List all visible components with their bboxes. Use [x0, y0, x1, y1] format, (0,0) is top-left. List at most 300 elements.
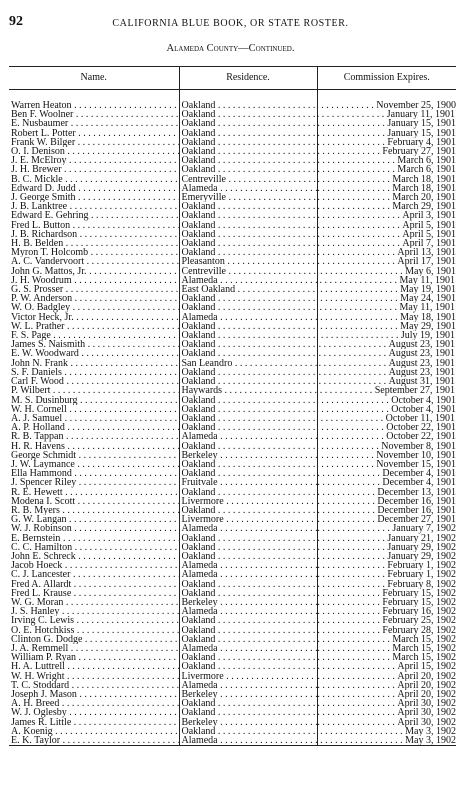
cell-commission-expires	[317, 294, 456, 303]
commission-date: February 27, 1901	[382, 147, 456, 157]
cell-residence: Livermore . . .	[179, 515, 317, 524]
cell-commission-expires	[317, 119, 456, 128]
cell-residence: Oakland . . .	[179, 708, 317, 717]
table-row	[9, 589, 456, 598]
cell-commission-expires	[317, 653, 456, 662]
table-row	[9, 221, 456, 230]
commission-date: November 10, 1901	[376, 450, 456, 460]
cell-commission-expires	[317, 175, 456, 184]
cell-commission-expires	[317, 221, 456, 230]
table-row	[9, 561, 456, 570]
commission-date: February 1, 1902	[387, 570, 456, 580]
cell-residence: Livermore . . .	[179, 672, 317, 681]
cell-commission-expires	[317, 147, 456, 156]
commission-date: May 19, 1901	[400, 285, 456, 295]
cell-commission-expires	[317, 138, 456, 147]
table-row	[9, 635, 456, 644]
cell-name: A. J. Samuel . . .	[9, 414, 179, 423]
cell-commission-expires	[317, 598, 456, 607]
cell-residence: Oakland . . .	[179, 469, 317, 478]
cell-name: P. W. Anderson . . .	[9, 294, 179, 303]
cell-residence: Oakland . . .	[179, 211, 317, 220]
cell-commission-expires	[317, 267, 456, 276]
cell-commission-expires	[317, 699, 456, 708]
commission-date: December 16, 1901	[377, 505, 456, 516]
cell-name: A. P. Holland . . .	[9, 423, 179, 432]
commission-date: May 11, 1901	[399, 303, 455, 313]
cell-name: P. Wilbert . . .	[9, 386, 179, 395]
cell-name: J. W. Laymance . . .	[9, 460, 179, 469]
commission-date: October 4, 1901	[391, 395, 456, 405]
cell-name: B. C. Mickle . . .	[9, 175, 179, 184]
table-row	[9, 727, 456, 736]
cell-commission-expires	[317, 552, 456, 561]
cell-commission-expires	[317, 478, 456, 487]
cell-commission-expires	[317, 672, 456, 681]
cell-name: W. H. Wright . . .	[9, 672, 179, 681]
cell-residence: Oakland . . .	[179, 156, 317, 165]
cell-name: G. W. Langan . . .	[9, 515, 179, 524]
cell-name: Myron T. Holcomb . . .	[9, 248, 179, 257]
commission-date: May 3, 1902	[405, 726, 456, 737]
cell-residence: Oakland . . .	[179, 340, 317, 349]
table-row	[9, 276, 456, 285]
commission-date: April 30, 1902	[397, 717, 456, 727]
cell-name: R. B. Tappan . . .	[9, 432, 179, 441]
cell-residence: Alameda . . .	[179, 607, 317, 616]
cell-commission-expires	[317, 681, 456, 690]
table-row	[9, 211, 456, 220]
cell-name: E. Bernstein . . .	[9, 534, 179, 543]
table-row	[9, 580, 456, 589]
commission-date: January 15, 1901	[387, 128, 456, 138]
table-row	[9, 377, 456, 386]
commission-date: December 4, 1901	[382, 469, 456, 479]
commission-date: April 13, 1901	[397, 248, 456, 258]
commission-date: September 27, 1901	[374, 386, 455, 396]
cell-commission-expires	[317, 396, 456, 405]
cell-commission-expires	[317, 736, 456, 746]
table-header-row	[9, 67, 456, 90]
cell-commission-expires	[317, 644, 456, 653]
cell-residence: Oakland . . .	[179, 699, 317, 708]
commission-date: December 27, 1901	[377, 515, 456, 525]
commission-date: January 29, 1902	[387, 542, 456, 552]
cell-commission-expires	[317, 524, 456, 533]
cell-residence: Berkeley . . .	[179, 598, 317, 607]
cell-residence: Oakland . . .	[179, 396, 317, 405]
commission-date: January 11, 1901	[386, 110, 455, 120]
table-row	[9, 147, 456, 156]
cell-name: John E. Schreck . . .	[9, 552, 179, 561]
cell-residence: Oakland . . .	[179, 727, 317, 736]
commission-date: December 13, 1901	[377, 487, 456, 497]
cell-residence: Oakland . . .	[179, 368, 317, 377]
cell-residence: Oakland . . .	[179, 230, 317, 239]
commission-date: August 23, 1901	[388, 358, 455, 368]
cell-commission-expires	[317, 570, 456, 579]
cell-name: E. K. Taylor . . .	[9, 736, 179, 746]
cell-residence: Oakland . . .	[179, 110, 317, 119]
cell-name: J. B. Lanktree . . .	[9, 202, 179, 211]
cell-commission-expires	[317, 488, 456, 497]
table-row	[9, 672, 456, 681]
cell-name: H. B. Belden . . .	[9, 239, 179, 248]
cell-commission-expires	[317, 515, 456, 524]
cell-residence: Alameda . . .	[179, 524, 317, 533]
cell-commission-expires	[317, 313, 456, 322]
cell-name: R. B. Myers . . .	[9, 506, 179, 515]
table-row	[9, 708, 456, 717]
table-row	[9, 294, 456, 303]
cell-residence: Oakland . . .	[179, 414, 317, 423]
commission-date: March 6, 1901	[397, 165, 456, 175]
cell-name: John G. Mattos, Jr. . . .	[9, 267, 179, 276]
cell-name: Frank W. Bilger . . .	[9, 138, 179, 147]
cell-residence: Oakland . . .	[179, 101, 317, 110]
cell-name: Fred L. Krause . . .	[9, 589, 179, 598]
cell-residence: Oakland . . .	[179, 303, 317, 312]
cell-name: F. S. Page . . .	[9, 331, 179, 340]
cell-name: J. Spencer Riley . . .	[9, 478, 179, 487]
commission-date: July 19, 1901	[400, 331, 455, 341]
table-row	[9, 267, 456, 276]
cell-residence: Alameda . . .	[179, 313, 317, 322]
table-row	[9, 340, 456, 349]
cell-residence: Centreville . . .	[179, 175, 317, 184]
cell-commission-expires	[317, 377, 456, 386]
table-row	[9, 138, 456, 147]
commission-date: March 29, 1901	[392, 202, 456, 212]
commission-date: August 31, 1901	[388, 377, 455, 387]
cell-commission-expires	[317, 607, 456, 616]
commission-date: April 20, 1902	[397, 680, 456, 690]
cell-commission-expires	[317, 386, 456, 395]
commission-date: October 4, 1901	[391, 404, 456, 414]
table-row	[9, 386, 456, 395]
table-row	[9, 129, 456, 138]
cell-name: O. E. Hotchkiss . . .	[9, 626, 179, 635]
cell-residence: Oakland . . .	[179, 119, 317, 128]
table-row	[9, 193, 456, 202]
cell-commission-expires	[317, 414, 456, 423]
cell-name: Fred L. Button . . .	[9, 221, 179, 230]
table-row	[9, 396, 456, 405]
cell-name: Victor Heck, Jr. . . .	[9, 313, 179, 322]
commission-date: April 17, 1901	[397, 257, 456, 267]
cell-name: J. H. Woodrum . . .	[9, 276, 179, 285]
commission-date: January 29, 1902	[387, 551, 456, 562]
cell-commission-expires	[317, 626, 456, 635]
commission-date: March 15, 1902	[392, 643, 456, 654]
commission-date: February 15, 1902	[382, 588, 456, 598]
column-header-name: Name.	[9, 67, 179, 90]
cell-residence: Berkeley . . .	[179, 451, 317, 460]
cell-name: Warren Heaton . . .	[9, 101, 179, 110]
cell-residence: San Leandro . . .	[179, 359, 317, 368]
table-row	[9, 460, 456, 469]
cell-commission-expires	[317, 561, 456, 570]
table-row	[9, 257, 456, 266]
cell-name: Clinton G. Dodge . . .	[9, 635, 179, 644]
column-header-residence: Residence.	[179, 67, 317, 90]
cell-commission-expires	[317, 635, 456, 644]
cell-commission-expires	[317, 423, 456, 432]
cell-name: J. H. Brewer . . .	[9, 165, 179, 174]
commission-date: May 29, 1901	[400, 321, 456, 332]
cell-commission-expires	[317, 202, 456, 211]
cell-commission-expires	[317, 359, 456, 368]
commission-date: May 11, 1901	[399, 275, 455, 286]
commission-date: December 16, 1901	[377, 496, 456, 506]
commission-date: April 15, 1902	[397, 662, 456, 672]
cell-commission-expires	[317, 211, 456, 220]
table-row	[9, 110, 456, 119]
commission-date: March 18, 1901	[392, 174, 456, 184]
cell-residence: Oakland . . .	[179, 129, 317, 138]
table-row	[9, 359, 456, 368]
table-row	[9, 202, 456, 211]
commission-date: May 24, 1901	[400, 294, 456, 304]
cell-residence: Alameda . . .	[179, 432, 317, 441]
cell-commission-expires	[317, 451, 456, 460]
commission-date: December 4, 1901	[382, 478, 456, 488]
cell-commission-expires	[317, 165, 456, 174]
cell-name: Ben F. Woolner . . .	[9, 110, 179, 119]
cell-commission-expires	[317, 460, 456, 469]
table-row	[9, 690, 456, 699]
cell-residence: Oakland . . .	[179, 147, 317, 156]
commission-date: March 6, 1901	[397, 156, 456, 166]
table-row	[9, 101, 456, 110]
cell-commission-expires	[317, 285, 456, 294]
cell-residence: Alameda . . .	[179, 736, 317, 746]
cell-residence: Oakland . . .	[179, 616, 317, 625]
cell-residence: Oakland . . .	[179, 248, 317, 257]
section-title: Alameda County—Continued.	[166, 43, 295, 54]
cell-residence: Oakland . . .	[179, 653, 317, 662]
table-row	[9, 119, 456, 128]
cell-name: Fred A. Allardt . . .	[9, 580, 179, 589]
cell-name: E. W. Woodward . . .	[9, 349, 179, 358]
table-row	[9, 653, 456, 662]
cell-name: G. S. Prosser . . .	[9, 285, 179, 294]
cell-residence: East Oakland . . .	[179, 285, 317, 294]
cell-commission-expires	[317, 101, 456, 110]
cell-name: A. Koenig . . .	[9, 727, 179, 736]
cell-residence: Oakland . . .	[179, 589, 317, 598]
table-row	[9, 616, 456, 625]
table-row	[9, 699, 456, 708]
cell-commission-expires	[317, 248, 456, 257]
cell-commission-expires	[317, 193, 456, 202]
table-body	[9, 90, 456, 746]
commission-date: March 15, 1902	[392, 634, 456, 644]
cell-residence: Oakland . . .	[179, 423, 317, 432]
cell-residence: Oakland . . .	[179, 138, 317, 147]
commission-date: January 7, 1902	[392, 524, 456, 534]
commission-date: March 20, 1901	[392, 193, 456, 203]
cell-commission-expires	[317, 156, 456, 165]
commission-date: March 18, 1901	[392, 183, 456, 194]
cell-residence: Oakland . . .	[179, 580, 317, 589]
cell-commission-expires	[317, 469, 456, 478]
table-row	[9, 156, 456, 165]
cell-name: W. G. Moran . . .	[9, 598, 179, 607]
cell-commission-expires	[317, 543, 456, 552]
commission-date: April 30, 1902	[397, 708, 456, 718]
table-row	[9, 230, 456, 239]
commission-date: August 23, 1901	[388, 349, 455, 359]
cell-commission-expires	[317, 708, 456, 717]
cell-commission-expires	[317, 690, 456, 699]
commission-date: February 4, 1901	[387, 137, 456, 148]
table-row	[9, 607, 456, 616]
table-row	[9, 543, 456, 552]
cell-commission-expires	[317, 340, 456, 349]
table-row	[9, 497, 456, 506]
table-row	[9, 506, 456, 515]
cell-name: T. C. Stoddard . . .	[9, 681, 179, 690]
cell-name: S. F. Daniels . . .	[9, 368, 179, 377]
cell-name: W. J. Robinson . . .	[9, 524, 179, 533]
cell-name: J. E. McElroy . . .	[9, 156, 179, 165]
cell-name: A. C. Vandervoort . . .	[9, 257, 179, 266]
cell-name: J. A. Remmell . . .	[9, 644, 179, 653]
cell-name: James S. Naismith . . .	[9, 340, 179, 349]
cell-residence: Alameda . . .	[179, 561, 317, 570]
cell-commission-expires	[317, 616, 456, 625]
commission-date: October 22, 1901	[386, 423, 456, 433]
cell-commission-expires	[317, 331, 456, 340]
cell-name: W. O. Badgley . . .	[9, 303, 179, 312]
cell-residence: Oakland . . .	[179, 552, 317, 561]
cell-residence: Oakland . . .	[179, 635, 317, 644]
cell-residence: Centreville . . .	[179, 267, 317, 276]
cell-commission-expires	[317, 303, 456, 312]
table-row	[9, 478, 456, 487]
commission-date: February 25, 1902	[382, 616, 456, 626]
cell-residence: Oakland . . .	[179, 626, 317, 635]
table-row	[9, 524, 456, 533]
commission-date: April 20, 1902	[397, 671, 456, 681]
commission-date: April 3, 1901	[402, 211, 456, 221]
commission-date: April 20, 1902	[397, 690, 456, 700]
commission-date: February 8, 1902	[387, 579, 456, 589]
cell-name: William P. Ryan . . .	[9, 653, 179, 662]
table-row	[9, 184, 456, 193]
cell-commission-expires	[317, 110, 456, 119]
cell-residence: Emeryville . . .	[179, 193, 317, 202]
commission-date: January 21, 1902	[387, 533, 456, 543]
cell-residence: Livermore . . .	[179, 497, 317, 506]
commission-date: February 1, 1902	[387, 561, 456, 571]
commission-date: April 30, 1902	[397, 699, 456, 709]
table-row	[9, 570, 456, 579]
table-row	[9, 442, 456, 451]
cell-commission-expires	[317, 322, 456, 331]
cell-residence: Berkeley . . .	[179, 690, 317, 699]
commission-date: February 15, 1902	[382, 597, 456, 608]
cell-name: J. B. Richardson . . .	[9, 230, 179, 239]
table-row	[9, 644, 456, 653]
cell-residence: Oakland . . .	[179, 349, 317, 358]
cell-commission-expires	[317, 442, 456, 451]
cell-commission-expires	[317, 497, 456, 506]
cell-name: C. J. Lancester . . .	[9, 570, 179, 579]
cell-residence: Fruitvale . . .	[179, 478, 317, 487]
table-row	[9, 469, 456, 478]
cell-commission-expires	[317, 580, 456, 589]
commission-date: March 15, 1902	[392, 653, 456, 663]
cell-residence: Oakland . . .	[179, 534, 317, 543]
cell-residence: Oakland . . .	[179, 460, 317, 469]
cell-residence: Oakland . . .	[179, 221, 317, 230]
cell-commission-expires	[317, 129, 456, 138]
commission-date: May 6, 1901	[405, 266, 456, 276]
cell-commission-expires	[317, 184, 456, 193]
cell-residence: Oakland . . .	[179, 165, 317, 174]
cell-residence: Alameda . . .	[179, 681, 317, 690]
cell-commission-expires	[317, 506, 456, 515]
cell-commission-expires	[317, 662, 456, 671]
cell-residence: Oakland . . .	[179, 662, 317, 671]
cell-name: J. S. Hanley . . .	[9, 607, 179, 616]
commission-date: October 22, 1901	[386, 432, 456, 442]
commission-date: October 11, 1901	[385, 413, 455, 424]
table-row	[9, 368, 456, 377]
cell-name: C. C. Hamilton . . .	[9, 543, 179, 552]
cell-name: A. H. Breed . . .	[9, 699, 179, 708]
table-row	[9, 534, 456, 543]
cell-name: W. J. Oglesby . . .	[9, 708, 179, 717]
cell-name: H. A. Luttrell . . .	[9, 662, 179, 671]
column-header-commission-expires: Commission Expires.	[317, 67, 456, 90]
table-row	[9, 515, 456, 524]
cell-name: O. I. Denison . . .	[9, 147, 179, 156]
cell-residence: Oakland . . .	[179, 202, 317, 211]
cell-name: W. L. Prather . . .	[9, 322, 179, 331]
cell-residence: Pleasanton . . .	[179, 257, 317, 266]
cell-residence: Haywards . . .	[179, 386, 317, 395]
table-row	[9, 451, 456, 460]
table-row	[9, 662, 456, 671]
cell-name: E. Nusbaumer . . .	[9, 119, 179, 128]
commission-date: May 3, 1902	[405, 736, 456, 746]
cell-name: Carl F. Wood . . .	[9, 377, 179, 386]
cell-name: R. E. Hewett . . .	[9, 488, 179, 497]
table-row	[9, 303, 456, 312]
table-row	[9, 349, 456, 358]
cell-name: Edward D. Judd . . .	[9, 184, 179, 193]
cell-residence: Oakland . . .	[179, 331, 317, 340]
table-row	[9, 248, 456, 257]
cell-name: George Schmidt . . .	[9, 451, 179, 460]
table-row	[9, 432, 456, 441]
cell-residence: Oakland . . .	[179, 239, 317, 248]
cell-commission-expires	[317, 727, 456, 736]
cell-residence: Alameda . . .	[179, 570, 317, 579]
table-row	[9, 313, 456, 322]
commission-date: August 23, 1901	[388, 367, 455, 378]
cell-name: H. R. Havens . . .	[9, 442, 179, 451]
cell-residence: Alameda . . .	[179, 184, 317, 193]
table-row	[9, 552, 456, 561]
cell-residence: Oakland . . .	[179, 442, 317, 451]
commission-date: November 25, 1900	[376, 101, 456, 111]
cell-residence: Berkeley . . .	[179, 718, 317, 727]
commission-date: August 23, 1901	[388, 340, 455, 350]
